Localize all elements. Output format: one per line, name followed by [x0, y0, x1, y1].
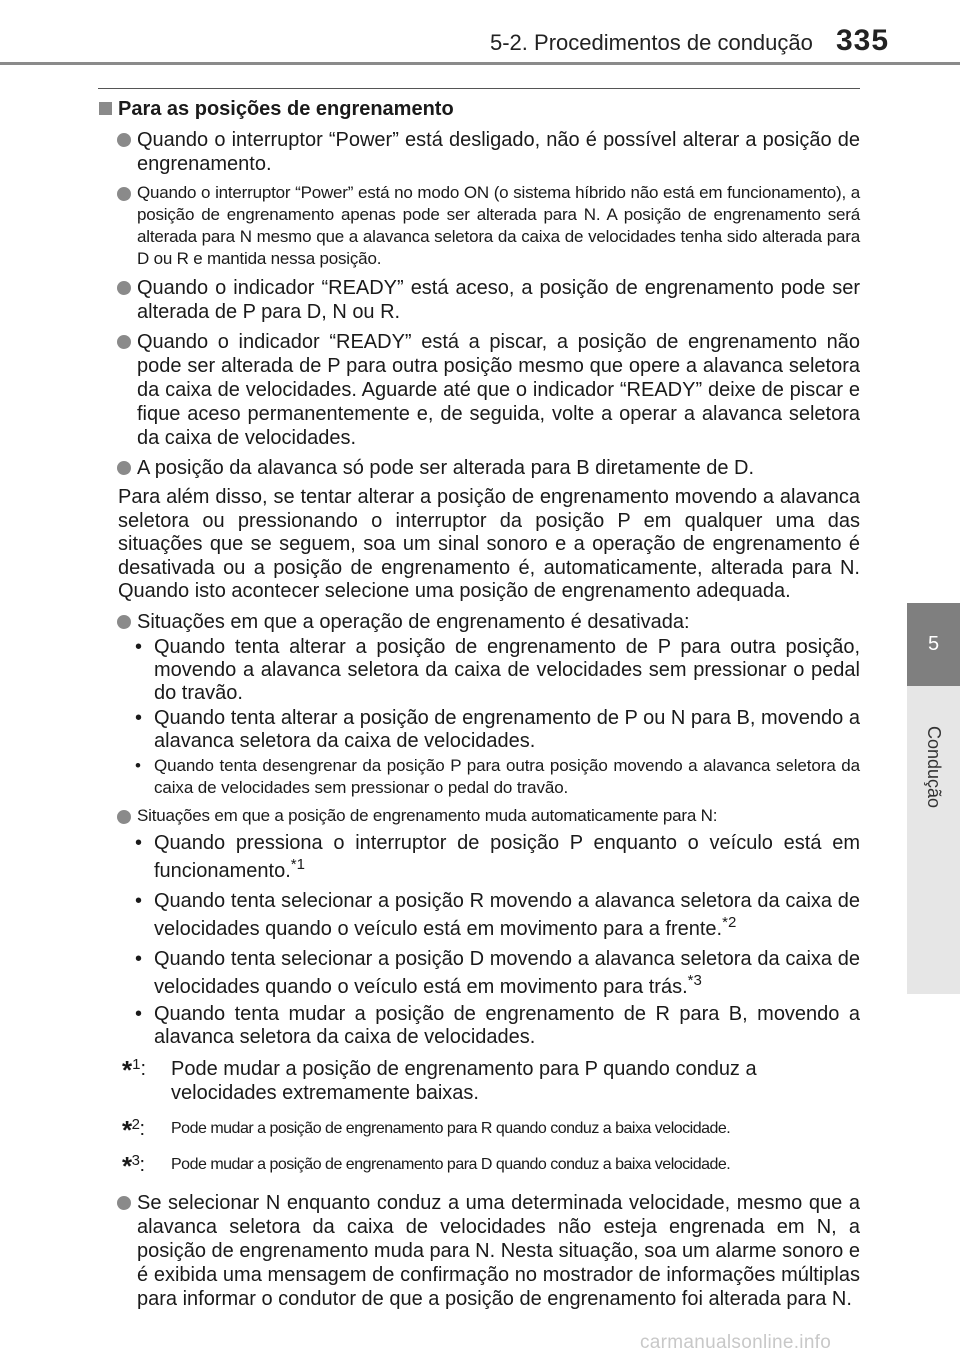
footnote: *$^1$: Pode mudar a posição de engrenamento para P quando conduz a velocidades extremamente baixas. — [122, 1054, 757, 1104]
sub-item — [98, 887, 860, 943]
chapter-label-text: Condução — [924, 726, 944, 809]
page-number: 335 — [836, 24, 890, 57]
paragraph-gear-warning: Para além disso, se tentar alterar a posição de engrenamento movendo a alavanca seletora ou pressionando o interruptor da posição P em qualquer uma das situações que se seguem, soa um sinal sonoro e a operação de engrenamento é desativada ou a posição de engrenamento é, automaticamente, alterada para N. Quando isto acontecer selecione uma posição de engrenamento adequada. — [118, 486, 860, 602]
sub-item: • Quando tenta mudar a posição de engrenamento de R para B, movendo a alavanca seletora da caixa de velocidades. — [98, 1003, 860, 1049]
bullet-operation-disabled: Situações em que a operação de engrenamento é desativada: — [98, 610, 860, 634]
manual-content — [98, 92, 860, 1311]
footnote-text: Pode mudar a posição de engrenamento para D quando conduz a baixa velocidade. — [171, 1155, 731, 1173]
section-title: 5-2. Procedimentos de condução — [490, 30, 813, 55]
bullet-ready-lit: Quando o indicador “READY” está aceso, a posição de engrenamento pode ser alterada de P para D, N ou R. — [98, 276, 860, 324]
footnote: *$^3$: Pode mudar a posição de engrenamento para D quando conduz a baixa velocidade. — [122, 1150, 731, 1181]
bullet-b-from-d: A posição da alavanca só pode ser alterada para B diretamente de D. — [98, 456, 860, 480]
content-rule — [98, 88, 860, 89]
sub-item — [98, 945, 860, 1001]
bullet-select-n-while-driving: Se selecionar N enquanto conduz a uma determinada velocidade, mesmo que a alavanca seletora da caixa de velocidades não esteja engrenada em N, a posição de engrenamento muda para N. Nesta situação, soa um alarme sonoro e é exibida uma mensagem de confirmação no mostrador de informações múltiplas para informar o condutor de que a posição de engrenamento foi alterada para N. — [98, 1191, 860, 1311]
watermark: carmanualsonline.info — [640, 1332, 832, 1353]
footnote: *$^2$: Pode mudar a posição de engrenamento para R quando conduz a baixa velocidade. — [122, 1114, 731, 1145]
sub-item-text: Quando pressiona o interruptor de posição P enquanto o veículo está em funcionamento. — [154, 831, 860, 882]
sub-item: • Quando tenta desengrenar da posição P para outra posição movendo a alavanca seletora da caixa de velocidades sem pressionar o pedal do travão. — [98, 755, 860, 799]
chapter-tab-label — [907, 686, 960, 994]
sub-item — [98, 829, 860, 885]
bullet-power-on-mode: Quando o interruptor “Power” está no modo ON (o sistema híbrido não está em funcionamento), a posição de engrenamento apenas pode ser alterada para N. A posição de engrenamento será alterada para N mesmo que a alavanca seletora da caixa de velocidades tenha sido alterada para D ou R e mantida nessa posição. — [98, 182, 860, 270]
top-rule — [0, 62, 960, 65]
footnote-text: Pode mudar a posição de engrenamento para P quando conduz a velocidades extremamente baixas. — [171, 1057, 757, 1104]
footnote-ref: *3 — [687, 971, 702, 989]
footnote-text: Pode mudar a posição de engrenamento para R quando conduz a baixa velocidade. — [171, 1119, 731, 1137]
section-heading: Para as posições de engrenamento — [98, 96, 860, 122]
sub-item: • Quando tenta alterar a posição de engrenamento de P ou N para B, movendo a alavanca seletora da caixa de velocidades. — [98, 707, 860, 753]
sub-item: • Quando tenta alterar a posição de engrenamento de P para outra posição, movendo a alavanca seletora da caixa de velocidades sem pressionar o pedal do travão. — [98, 636, 860, 705]
footnote-ref: *2 — [722, 913, 737, 931]
sub-item-text: Quando tenta selecionar a posição D movendo a alavanca seletora da caixa de velocidades quando o veículo está em movimento para trás. — [154, 947, 860, 998]
chapter-tab-number: 5 — [907, 603, 960, 686]
sub-item-text: Quando tenta selecionar a posição R movendo a alavanca seletora da caixa de velocidades quando o veículo está em movimento para a frente. — [154, 889, 860, 940]
bullet-auto-neutral: Situações em que a posição de engrenamento muda automaticamente para N: — [98, 805, 860, 827]
bullet-ready-blinking: Quando o indicador “READY” está a piscar, a posição de engrenamento não pode ser alterada de P para outra posição mesmo que opere a alavanca seletora da caixa de velocidades. Aguarde até que o indicador “READY” deixe de piscar e fique aceso permanentemente e, de seguida, volte a operar a alavanca seletora da caixa de velocidades. — [98, 330, 860, 450]
footnote-ref: *1 — [290, 855, 305, 873]
bullet-power-off: Quando o interruptor “Power” está desligado, não é possível alterar a posição de engrenamento. — [98, 128, 860, 176]
